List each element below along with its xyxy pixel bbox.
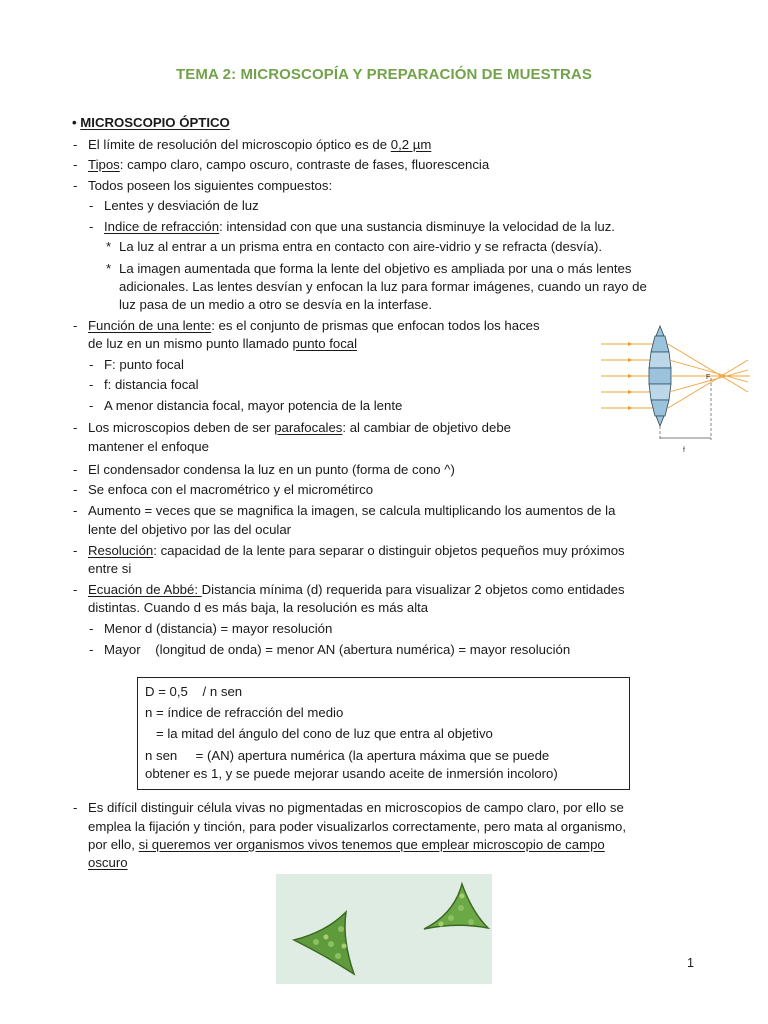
list-item-continued <box>88 853 128 872</box>
list-item <box>89 355 184 374</box>
focal-point-label: F <box>706 374 711 381</box>
dash-marker: - <box>73 137 78 152</box>
dash-marker: - <box>89 398 94 413</box>
item-text: F: punto focal <box>104 357 184 372</box>
item-text: por ello, <box>88 837 139 852</box>
item-text: : al cambiar de objetivo debe <box>342 420 512 435</box>
item-text: La imagen aumentada que forma la lente del objetivo es ampliada por una o más lentes <box>119 261 632 276</box>
list-item <box>89 375 199 394</box>
list-item-continued <box>88 835 605 854</box>
section-heading <box>72 113 230 132</box>
item-underlined: oscuro <box>88 855 128 870</box>
list-item-continued <box>119 295 432 314</box>
item-text: : es el conjunto de prismas que enfocan todos los haces <box>211 318 540 333</box>
formula-line: D = 0,5 / n sen <box>145 684 243 699</box>
arrowheads-in <box>628 342 633 410</box>
formula-box <box>137 677 630 790</box>
item-text: de luz en un mismo punto llamado <box>88 336 293 351</box>
list-item <box>73 316 540 335</box>
item-text: Es difícil distinguir célula vivas no pigmentadas en microscopios de campo claro, por ello se <box>88 800 624 815</box>
item-underlined: Ecuación de Abbé: <box>88 582 202 597</box>
item-text: distintas. Cuando d es más baja, la resolución es más alta <box>88 600 429 615</box>
item-text: entre si <box>88 561 132 576</box>
dash-marker: - <box>89 621 94 636</box>
page-title: TEMA 2: MICROSCOPÍA Y PREPARACIÓN DE MUESTRAS <box>176 66 592 83</box>
list-item <box>73 501 616 520</box>
list-item-continued <box>88 817 626 836</box>
dash-marker: - <box>73 178 78 193</box>
dash-marker: - <box>73 582 78 597</box>
list-item <box>73 798 624 817</box>
item-text: Aumento = veces que se magnifica la imagen, se calcula multiplicando los aumentos de la <box>88 503 616 518</box>
item-text: : capacidad de la lente para separar o distinguir objetos pequeños muy próximos <box>153 543 625 558</box>
item-text: lente del objetivo por las del ocular <box>88 522 292 537</box>
list-item <box>89 196 259 215</box>
dash-marker: - <box>89 642 94 657</box>
list-item <box>73 460 455 479</box>
list-item <box>73 418 512 437</box>
item-underlined: 0,2 µm <box>390 137 432 152</box>
list-item <box>73 135 432 154</box>
item-text: luz pasa de un medio a otro se desvía en la interfase. <box>119 297 433 312</box>
lens-diagram <box>598 322 756 458</box>
dash-marker: - <box>89 219 94 234</box>
list-item <box>89 640 571 659</box>
list-item-continued <box>119 277 647 296</box>
list-item-continued <box>88 334 357 353</box>
formula-line: n = índice de refracción del medio <box>145 705 344 720</box>
item-text: : campo claro, campo oscuro, contraste de fases, fluorescencia <box>119 157 490 172</box>
dash-marker: - <box>73 420 78 435</box>
item-text: Lentes y desviación de luz <box>104 198 259 213</box>
star-marker: * <box>106 261 112 276</box>
lens-icon <box>649 326 671 426</box>
list-item <box>89 217 615 236</box>
item-text: Los microscopios deben de ser <box>88 420 275 435</box>
dash-marker: - <box>89 198 94 213</box>
list-item <box>73 580 625 599</box>
dash-marker: - <box>73 157 78 172</box>
list-item <box>89 396 403 415</box>
item-text: Distancia mínima (d) requerida para visualizar 2 objetos como entidades <box>201 582 625 597</box>
item-underlined: Tipos <box>88 157 120 172</box>
list-item-continued <box>88 559 131 578</box>
item-underlined: Función de una lente <box>88 318 212 333</box>
item-text: El límite de resolución del microscopio óptico es de <box>88 137 391 152</box>
list-item-continued <box>88 598 428 617</box>
item-text: A menor distancia focal, mayor potencia de la lente <box>104 398 403 413</box>
item-text: emplea la fijación y tinción, para poder visualizarlos correctamente, pero mata al organismo, <box>88 819 627 834</box>
list-item-continued <box>88 437 209 456</box>
heading-bullet: • <box>72 115 77 130</box>
item-underlined: Resolución <box>88 543 154 558</box>
list-item-continued <box>88 520 291 539</box>
dash-marker: - <box>73 543 78 558</box>
list-item <box>73 176 333 195</box>
formula-line: n sen = (AN) apertura numérica (la apertura máxima que se puede <box>145 748 550 763</box>
item-text: : intensidad con que una sustancia disminuye la velocidad de la luz. <box>219 219 615 234</box>
list-item <box>73 155 490 174</box>
item-underlined: punto focal <box>292 336 358 351</box>
heading-text: MICROSCOPIO ÓPTICO <box>80 115 230 130</box>
item-text: Se enfoca con el macrométrico y el micrométirco <box>88 482 374 497</box>
item-underlined: parafocales <box>274 420 343 435</box>
star-marker: * <box>106 239 112 254</box>
list-item <box>106 237 603 256</box>
list-item <box>73 480 374 499</box>
formula-line: obtener es 1, y se puede mejorar usando aceite de inmersión incoloro) <box>145 766 558 781</box>
item-text: f: distancia focal <box>104 377 199 392</box>
item-underlined: si queremos ver organismos vivos tenemos que emplear microscopio de campo <box>138 837 605 852</box>
dash-marker: - <box>73 462 78 477</box>
item-text: Mayor (longitud de onda) = menor AN (abertura numérica) = mayor resolución <box>104 642 571 657</box>
formula-line: = la mitad del ángulo del cono de luz que entra al objetivo <box>145 726 493 741</box>
item-text: El condensador condensa la luz en un punto (forma de cono ^) <box>88 462 455 477</box>
focal-length-label: f <box>683 447 685 454</box>
dash-marker: - <box>73 800 78 815</box>
item-underlined: Indice de refracción <box>104 219 220 234</box>
item-text: La luz al entrar a un prisma entra en contacto con aire-vidrio y se refracta (desvía). <box>119 239 603 254</box>
dash-marker: - <box>73 503 78 518</box>
list-item <box>73 541 625 560</box>
page-number: 1 <box>687 956 694 970</box>
list-item <box>106 259 632 278</box>
dash-marker: - <box>73 318 78 333</box>
item-text: Todos poseen los siguientes compuestos: <box>88 178 333 193</box>
item-text: adicionales. Las lentes desvían y enfocan la luz para formar imágenes, cuando un rayo de <box>119 279 647 294</box>
item-text: Menor d (distancia) = mayor resolución <box>104 621 333 636</box>
dash-marker: - <box>89 357 94 372</box>
dash-marker: - <box>89 377 94 392</box>
item-text: mantener el enfoque <box>88 439 209 454</box>
dash-marker: - <box>73 482 78 497</box>
list-item <box>89 619 333 638</box>
micrograph-image <box>276 874 492 984</box>
